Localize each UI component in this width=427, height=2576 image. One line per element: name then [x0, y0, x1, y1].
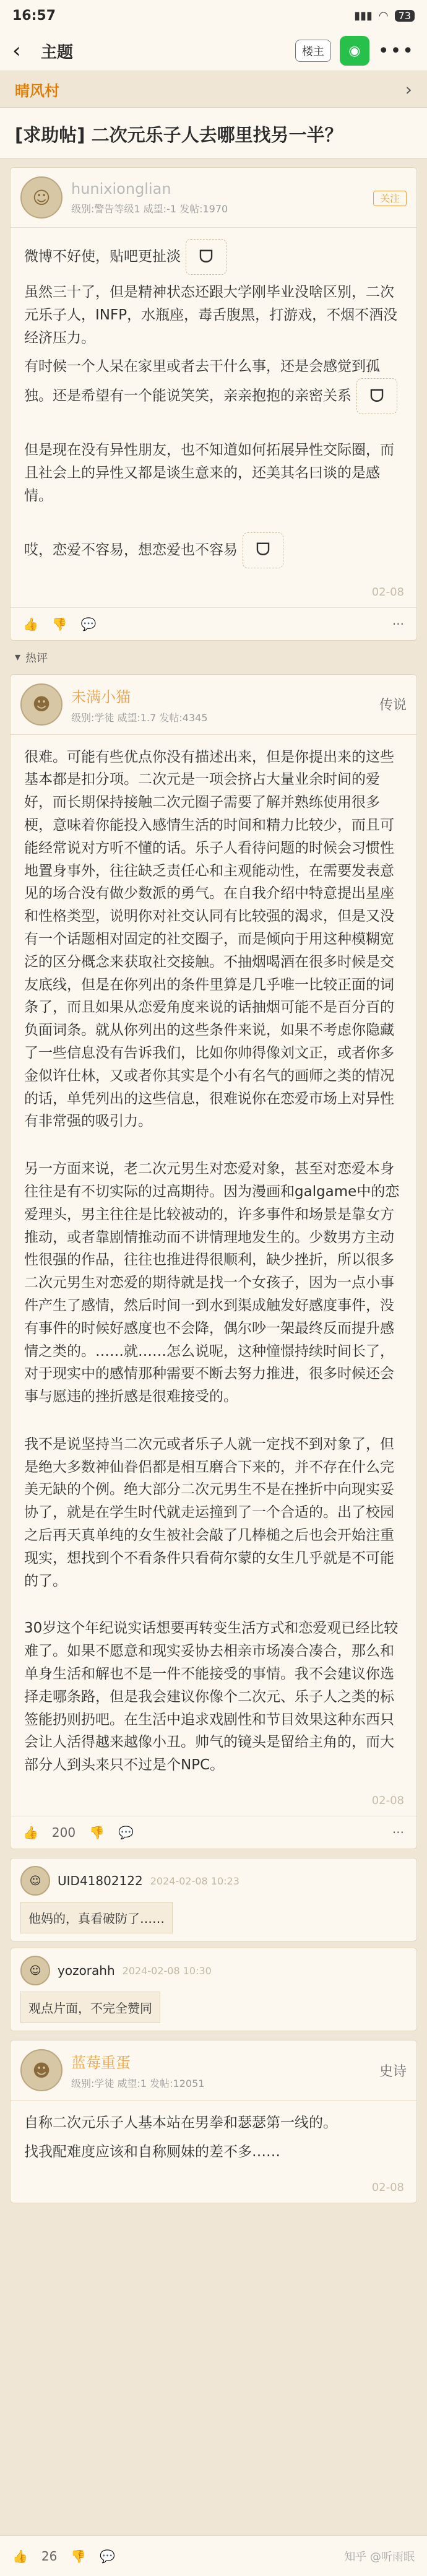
comment-icon[interactable]: 💬 [118, 1825, 134, 1841]
chevron-right-icon: › [405, 79, 412, 100]
author-meta: 级别:学徒 威望:1.7 发帖:4345 [71, 711, 208, 724]
paragraph: 哎，恋爱不容易，想恋爱也不容易 [24, 542, 238, 558]
op-post [10, 167, 417, 641]
reply-text: 观点片面，不完全赞同 [20, 1992, 160, 2023]
watermark: 知乎 @听雨眠 [344, 2550, 415, 2564]
post-date: 02-08 [371, 1794, 404, 1808]
paragraph: 有时候一个人呆在家里或者去干什么事，还是会感觉到孤独。还是希望有一个能说笑笑，亲亲抱抱的亲密关系 [24, 358, 380, 404]
more-menu-icon[interactable]: ••• [377, 40, 415, 62]
like-count: 26 [41, 2548, 58, 2564]
paragraph: 自称二次元乐子人基本站在男拳和瑟瑟第一线的。 [24, 2115, 337, 2131]
like-icon[interactable]: 👍 [23, 616, 38, 631]
status-time: 16:57 [12, 7, 56, 24]
author-name[interactable]: hunixionglian [71, 180, 171, 197]
paragraph: 微博不好使，贴吧更扯淡 [24, 248, 181, 265]
reply-date: 2024-02-08 10:23 [150, 1875, 239, 1887]
author-name[interactable]: 未满小猫 [71, 688, 131, 706]
thread-title: [求助帖] 二次元乐子人去哪里找另一半？ [0, 108, 427, 158]
paragraph: 我不是说坚持当二次元或者乐子人就一定找不到对象了，但是绝大多数神仙眷侣都是相互磨合下来的，并不存在什么完美无缺的个例。绝大部分二次元男生不是在挫折中向现实妥协了，就是在学生时代就走运撞到了一个合适的。出了校园之后再天真单纯的女生被社会敲了几棒槌之后也会开始注重现实，想找到个不看条件只看荷尔蒙的女生几乎就是不可能的了。 [24, 1436, 394, 1589]
comment-icon[interactable]: 💬 [80, 616, 97, 631]
author-name[interactable]: 蓝莓重蛋 [71, 2054, 131, 2072]
board-name: 晴风村 [15, 82, 59, 100]
dislike-icon[interactable]: 👎 [71, 2548, 87, 2564]
hot-comments-header [0, 649, 427, 666]
sub-reply [10, 1858, 417, 1941]
hot-comments-label: 热评 [25, 651, 48, 665]
author-meta: 级别:警告等级1 威望:-1 发帖:1970 [71, 202, 228, 215]
like-icon[interactable]: 👍 [12, 2548, 28, 2564]
avatar[interactable]: ☺ [20, 176, 63, 219]
paragraph: 虽然三十了，但是精神状态还跟大学刚毕业没啥区别，二次元乐子人，INFP，水瓶座，毒舌腹黑，打游戏，不烟不酒没经济压力。 [24, 284, 398, 346]
sub-reply [10, 1948, 417, 2031]
paragraph: 另一方面来说，老二次元男生对恋爱对象，甚至对恋爱本身往往是有不切实际的过高期待。因为漫画和galgame中的恋爱理头，男主往往是比较被动的，许多事件和场景是靠女方推动，或者靠剧情推动而不讲情理地发生的。少数男方主动性很强的作品，往往也推进得很顺利，缺少挫折，所以很多二次元男生对恋爱的期待就是找一个女孩子，因为一点小事件产生了感情，然后时间一到水到渠成触发好感度事件，没有事件的时候好感度也不会降，偶尔吵一架最终反而提升感情之类的。……就……怎么说呢，这种憧憬持续时间长了，对于现实中的感情那种需要不断去努力推进，很多时候还会事与愿违的挫折感是很难接受的。 [24, 1161, 400, 1405]
sticker-icon: ᗜ [356, 378, 397, 414]
back-icon[interactable]: ‹ [12, 38, 21, 63]
avatar[interactable]: ☻ [20, 2049, 63, 2091]
follow-button[interactable]: 关注 [373, 191, 407, 206]
status-bar [0, 0, 427, 31]
author-name[interactable]: yozorahh [58, 1963, 115, 1979]
sticker-icon: ᗜ [186, 239, 226, 275]
avatar[interactable]: ☺ [20, 1956, 50, 1985]
paragraph: 但是现在没有异性朋友，也不知道如何拓展异性交际圈，而且社会上的异性又都是谈生意来的，还美其名曰谈的是感情。 [24, 442, 394, 504]
reply-post [10, 2040, 417, 2203]
rarity-badge: 传说 [379, 698, 407, 714]
like-icon[interactable]: 👍 [23, 1825, 38, 1841]
signal-icon: ▮▮▮ [354, 9, 373, 22]
post-content [11, 2101, 416, 2181]
avatar[interactable]: ☺ [20, 1866, 50, 1896]
dislike-icon[interactable]: 👎 [51, 616, 67, 631]
post-content [11, 735, 416, 1794]
more-icon[interactable]: ··· [392, 1825, 404, 1841]
dropdown-arrow-icon: ▾ [15, 651, 21, 664]
bottom-action-bar [0, 2535, 427, 2576]
author-meta: 级别:学徒 威望:1 发帖:12051 [71, 2078, 205, 2090]
paragraph: 30岁这个年纪说实话想要再转变生活方式和恋爱观已经比较难了。如果不愿意和现实妥协去相亲市场凑合凑合，那么和单身生活和解也不是一件不能接受的事情。我不会建议你选择走哪条路，但是我会建议你像个二次元、乐子人之类的标签能扔则扔吧。在生活中追求戏剧性和节目效果这种东西只会让人活得越来越像小丑。帅气的镜头是留给主角的，而大部分人到头来只不过是个NPC。 [24, 1620, 399, 1774]
more-icon[interactable]: ··· [392, 616, 404, 631]
nav-bar [0, 31, 427, 71]
comment-icon[interactable]: 💬 [100, 2548, 116, 2564]
board-link[interactable] [0, 71, 427, 108]
sub-replies [10, 1858, 417, 2031]
dislike-icon[interactable]: 👎 [89, 1825, 105, 1841]
wechat-share-icon[interactable]: ◉ [340, 36, 369, 66]
reply-text: 他妈的，真看破防了…… [20, 1902, 173, 1933]
only-op-button[interactable]: 楼主 [295, 40, 331, 62]
sticker-icon: ᗜ [243, 532, 283, 568]
post-date: 02-08 [371, 585, 404, 599]
reply-date: 2024-02-08 10:30 [122, 1964, 212, 1977]
hot-reply-post [10, 674, 417, 1849]
author-name[interactable]: UID41802122 [58, 1873, 143, 1889]
like-count: 200 [51, 1825, 76, 1841]
wifi-icon: ◠ [378, 9, 389, 22]
avatar[interactable]: ☻ [20, 683, 63, 726]
status-icons [354, 9, 415, 22]
paragraph: 很难。可能有些优点你没有描述出来，但是你提出来的这些基本都是扣分项。二次元是一项会挤占大量业余时间的爱好，而长期保持接触二次元圈子需要了解并熟练使用很多梗，意味着你能投入感情生活的时间和精力比较少，而且可能经常说对方听不懂的话。乐子人看待问题的时候会习惯性地置身事外，往往缺乏责任心和主观能动性，在需要发表意见的场合没有做少数派的勇气。在自我介绍中特意提出星座和性格类型，说明你对社交认同有比较强的渴求，但是又没有一个话题相对固定的社交圈子，而是倾向于用这种模糊宽泛的区分概念来获取社交接触。不抽烟喝酒在很多时候是交友底线，但是在你列出的条件里算是几乎唯一比较正面的词条了，而且如果从恋爱角度来说的话抽烟可能不是百分百的负面词条。就从你列出的这些条件来说，如果不考虑你隐藏了一些信息没有告诉我们，比如你帅得像刘文正，或者你多金似许仕林，又或者你其实是个小有名气的画师之类的情况的话，单凭列出的这些信息，很难说你在恋爱市场上对异性有非常强的吸引力。 [24, 748, 394, 1130]
page-title: 主题 [41, 43, 74, 62]
paragraph: 找我配难度应该和自称厕妹的差不多…… [24, 2143, 280, 2160]
battery-icon: 73 [395, 10, 415, 22]
rarity-badge: 史诗 [379, 2063, 407, 2079]
post-date: 02-08 [371, 2180, 404, 2194]
post-content [11, 228, 416, 586]
